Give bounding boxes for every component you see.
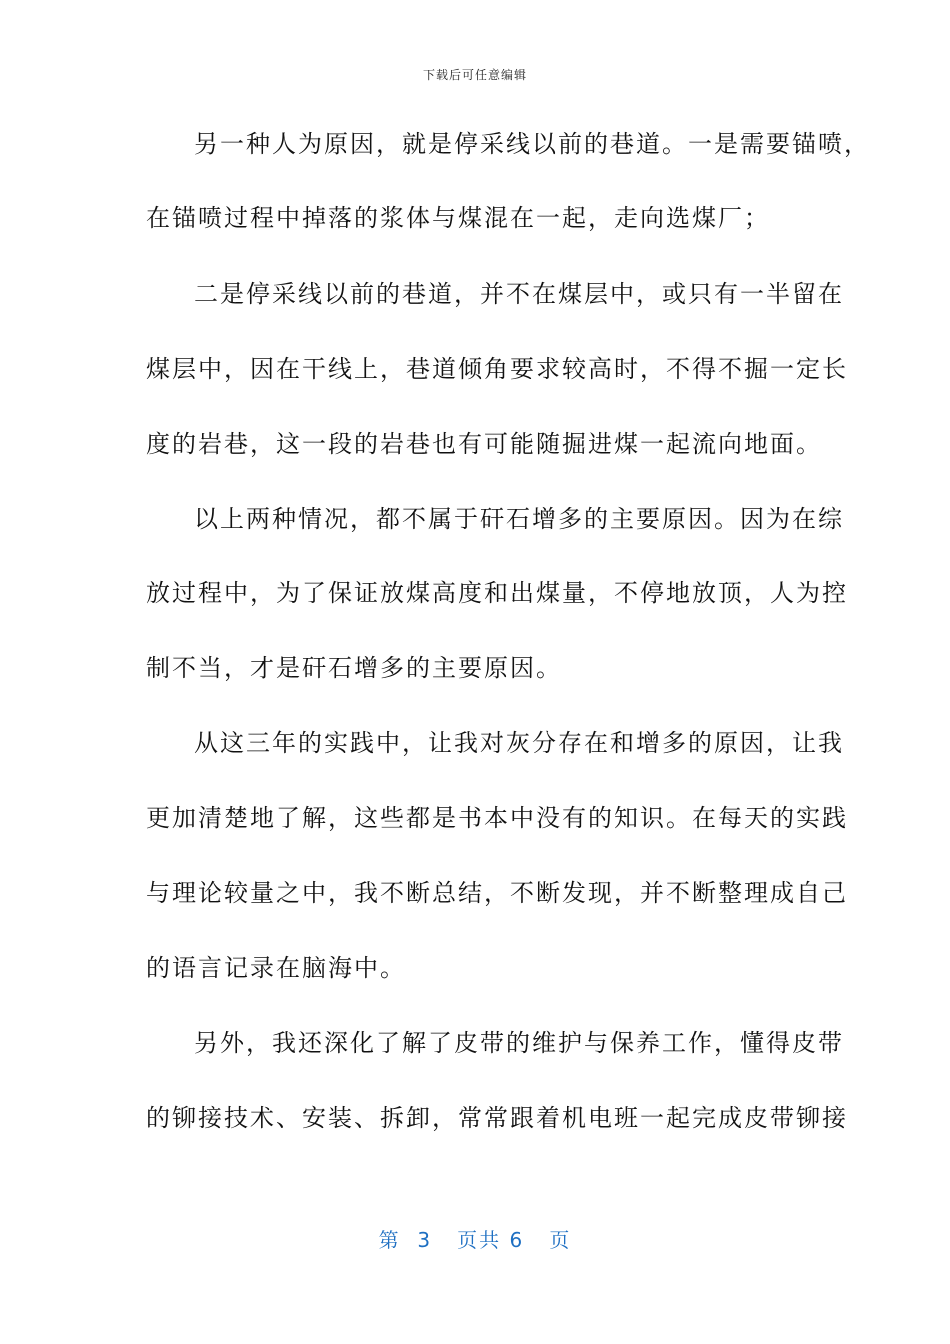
paragraph-2-line-3: 度的岩巷，这一段的岩巷也有可能随掘进煤一起流向地面。 xyxy=(146,430,822,458)
paragraph-3-line-2: 放过程中，为了保证放煤高度和出煤量，不停地放顶，人为控 xyxy=(146,579,848,607)
paragraph-4-line-3: 与理论较量之中，我不断总结，不断发现，并不断整理成自己 xyxy=(146,879,848,907)
paragraph-4-line-4: 的语言记录在脑海中。 xyxy=(146,954,406,982)
paragraph-5-line-1: 另外，我还深化了解了皮带的维护与保养工作，懂得皮带 xyxy=(194,1029,844,1057)
page-number-footer xyxy=(0,1224,950,1253)
footer-current-page: 3 xyxy=(417,1228,433,1252)
paragraph-2-line-2: 煤层中，因在干线上，巷道倾角要求较高时，不得不掘一定长 xyxy=(146,355,848,383)
header-note: 下载后可任意编辑 xyxy=(422,68,527,82)
footer-label-total: 页共 xyxy=(457,1228,502,1252)
paragraph-4-line-1: 从这三年的实践中，让我对灰分存在和增多的原因，让我 xyxy=(194,729,844,757)
paragraph-1-line-1: 另一种人为原因，就是停采线以前的巷道。一是需要锚喷， xyxy=(194,130,870,158)
paragraph-5-line-2: 的铆接技术、安装、拆卸，常常跟着机电班一起完成皮带铆接 xyxy=(146,1104,848,1132)
paragraph-4-line-2: 更加清楚地了解，这些都是书本中没有的知识。在每天的实践 xyxy=(146,804,848,832)
paragraph-2-line-1: 二是停采线以前的巷道，并不在煤层中，或只有一半留在 xyxy=(194,280,844,308)
paragraph-1-line-2: 在锚喷过程中掉落的浆体与煤混在一起，走向选煤厂； xyxy=(146,204,770,232)
paragraph-3-line-1: 以上两种情况，都不属于矸石增多的主要原因。因为在综 xyxy=(194,505,844,533)
footer-total-pages: 6 xyxy=(509,1228,525,1252)
footer-label-page: 第 xyxy=(378,1228,401,1252)
footer-label-end: 页 xyxy=(549,1228,572,1252)
paragraph-3-line-3: 制不当，才是矸石增多的主要原因。 xyxy=(146,654,562,682)
